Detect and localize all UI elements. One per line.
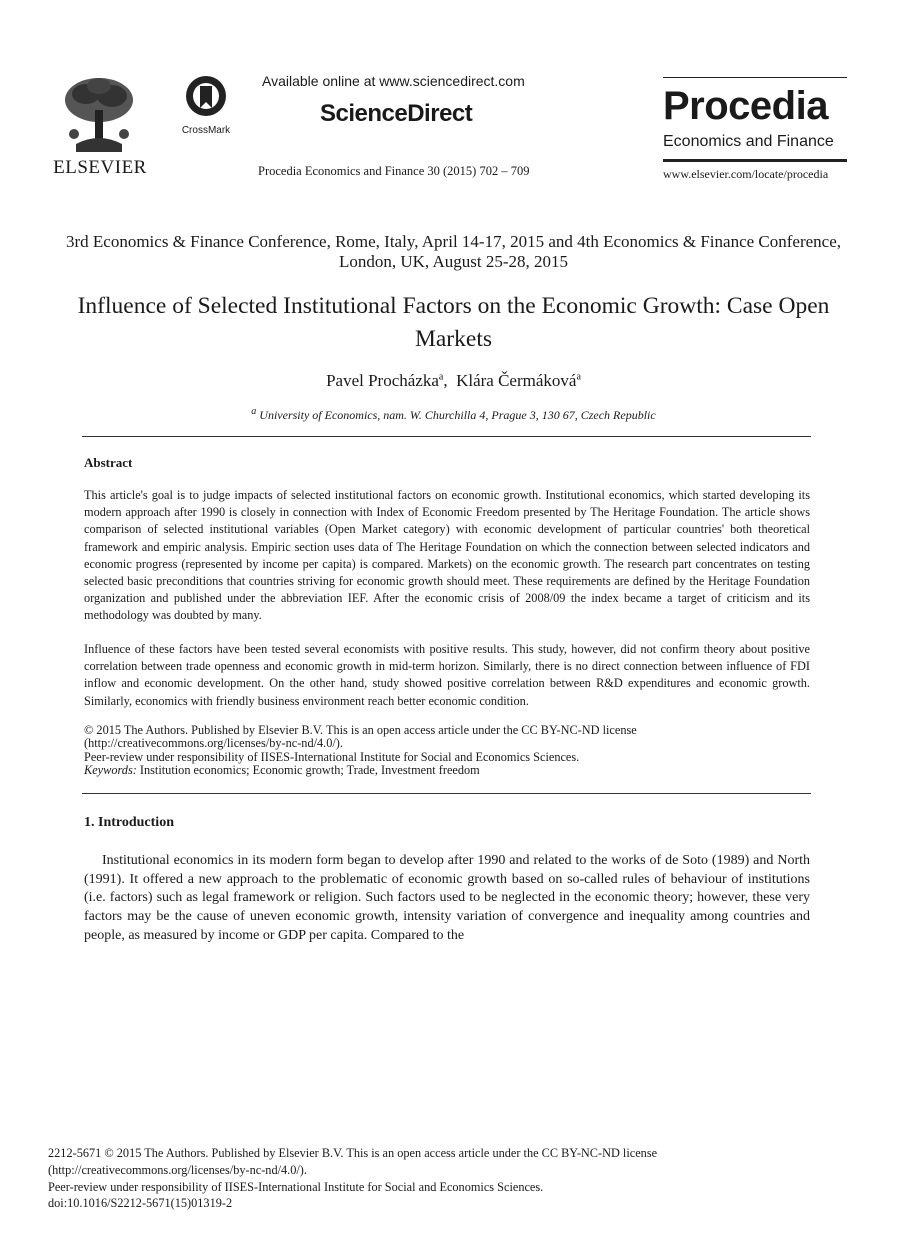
elsevier-tree-icon <box>56 72 142 154</box>
author-affil-marker: a <box>438 371 444 383</box>
elsevier-logo <box>50 72 150 179</box>
footer-issn-line: 2212-5671 © 2015 The Authors. Published by Elsevier B.V. This is an open access article under the CC BY-NC-ND license <box>48 1146 658 1160</box>
keywords-text: Institution economics; Economic growth; Trade, Investment freedom <box>139 763 480 778</box>
elsevier-wordmark: ELSEVIER <box>53 157 147 178</box>
footer-block <box>48 1145 808 1212</box>
abstract-paragraph: This article's goal is to judge impacts of selected institutional factors on economic growth. Institutional economics, which started developing its modern approach after 1990 is closely in connection with Index of Economic Freedom presented by The Heritage Foundation. The article shows comparison of selected institutional variables (Open Market category) with economic development of particular countries' both theoretical framework and empiric analysis. Empiric section uses data of The Heritage Foundation on which the connection between selected indicators and economic progress (represented by income per capita) is compared. Markets) on the economic growth. The research part concentrates on testing selected basic preconditions that countries striving for economic growth should meet. These requirements are defined by the Heritage Foundation organization and published under the abbreviation IEF. After the economic crisis of 2008/09 the index became a target of criticism and its methodology was doubted by many. <box>84 488 810 623</box>
license-link[interactable]: (http://creativecommons.org/licenses/by-nc-nd/4.0/). <box>84 736 343 751</box>
crossmark-label: CrossMark <box>181 125 231 136</box>
procedia-logo-block <box>663 77 847 182</box>
author-list: Pavel Procházka$^a$, Klára Čermáková$^a$ <box>326 371 581 390</box>
author-name: Pavel Procházka <box>326 371 439 390</box>
author-affil-marker: a <box>576 371 581 383</box>
crossmark-icon <box>184 74 228 118</box>
author-name: Klára Čermáková <box>456 371 577 390</box>
available-online-text: Available online at www.sciencedirect.com <box>262 73 525 89</box>
abstract-paragraph: Influence of these factors have been tested several economists with positive results. This study, however, did not confirm theory about positive correlation between trade openness and economic growth in mid-term horizon. Similarly, there is no direct connection between influence of FDI inflow and economic development. On the other hand, study showed positive correlation between R&D expenditures and economic growth. Similarly, economics with friendly business environment reach better economic condition. <box>84 642 810 708</box>
peer-review-line: Peer-review under responsibility of IISES-International Institute for Social and Economics Sciences. <box>84 749 580 764</box>
keywords-line <box>84 764 810 777</box>
abstract-heading: Abstract <box>84 455 133 470</box>
journal-reference: Procedia Economics and Finance 30 (2015) 702 – 709 <box>258 164 530 178</box>
abstract-license-block <box>84 724 810 778</box>
footer-peer-review: Peer-review under responsibility of IISES-International Institute for Social and Economics Sciences. <box>48 1179 544 1194</box>
sciencedirect-logo[interactable]: ScienceDirect <box>320 100 473 127</box>
procedia-url[interactable]: www.elsevier.com/locate/procedia <box>663 167 829 181</box>
footer-doi[interactable]: doi:10.1016/S2212-5671(15)01319-2 <box>48 1196 233 1211</box>
divider-bottom <box>82 793 811 794</box>
copyright-line: © 2015 The Authors. Published by Elsevier B.V. This is an open access article under the CC BY-NC-ND license <box>84 723 637 737</box>
introduction-text: Institutional economics in its modern form began to develop after 1990 and related to the works of de Soto (1989) and North (1991). It offered a new approach to the problematic of economic growth based on so-called rules of behaviour of institutions (i.e. factors) such as legal framework or religion. Such factors used to be neglected in the economic theory; however, these very factors may be the cause of uneven economic growth, intensity variation of convergence and inequality among countries and people, as measured by income or GDP per capita. Compared to the <box>84 853 810 943</box>
procedia-top-rule <box>663 77 847 78</box>
introduction-paragraph <box>84 852 810 946</box>
procedia-brand: Procedia <box>663 84 828 128</box>
footer-license-link[interactable]: (http://creativecommons.org/licenses/by-nc-nd/4.0/). <box>48 1162 307 1177</box>
keywords-label: Keywords: <box>84 763 137 778</box>
procedia-bottom-rule <box>663 159 847 162</box>
paper-title: Influence of Selected Institutional Factors on the Economic Growth: Case Open Markets <box>77 293 830 352</box>
divider-top <box>82 436 811 437</box>
procedia-subtitle: Economics and Finance <box>663 133 834 150</box>
conference-line: 3rd Economics & Finance Conference, Rome, Italy, April 14-17, 2015 and 4th Economics & Finance Conference, London, UK, August 25-28, 2015 <box>65 232 842 271</box>
affiliation <box>0 406 907 423</box>
introduction-heading: 1. Introduction <box>84 815 174 830</box>
affiliation-marker: a <box>251 406 257 417</box>
crossmark-badge[interactable] <box>176 74 236 136</box>
affiliation-text: University of Economics, nam. W. Churchilla 4, Prague 3, 130 67, Czech Republic <box>259 408 656 422</box>
